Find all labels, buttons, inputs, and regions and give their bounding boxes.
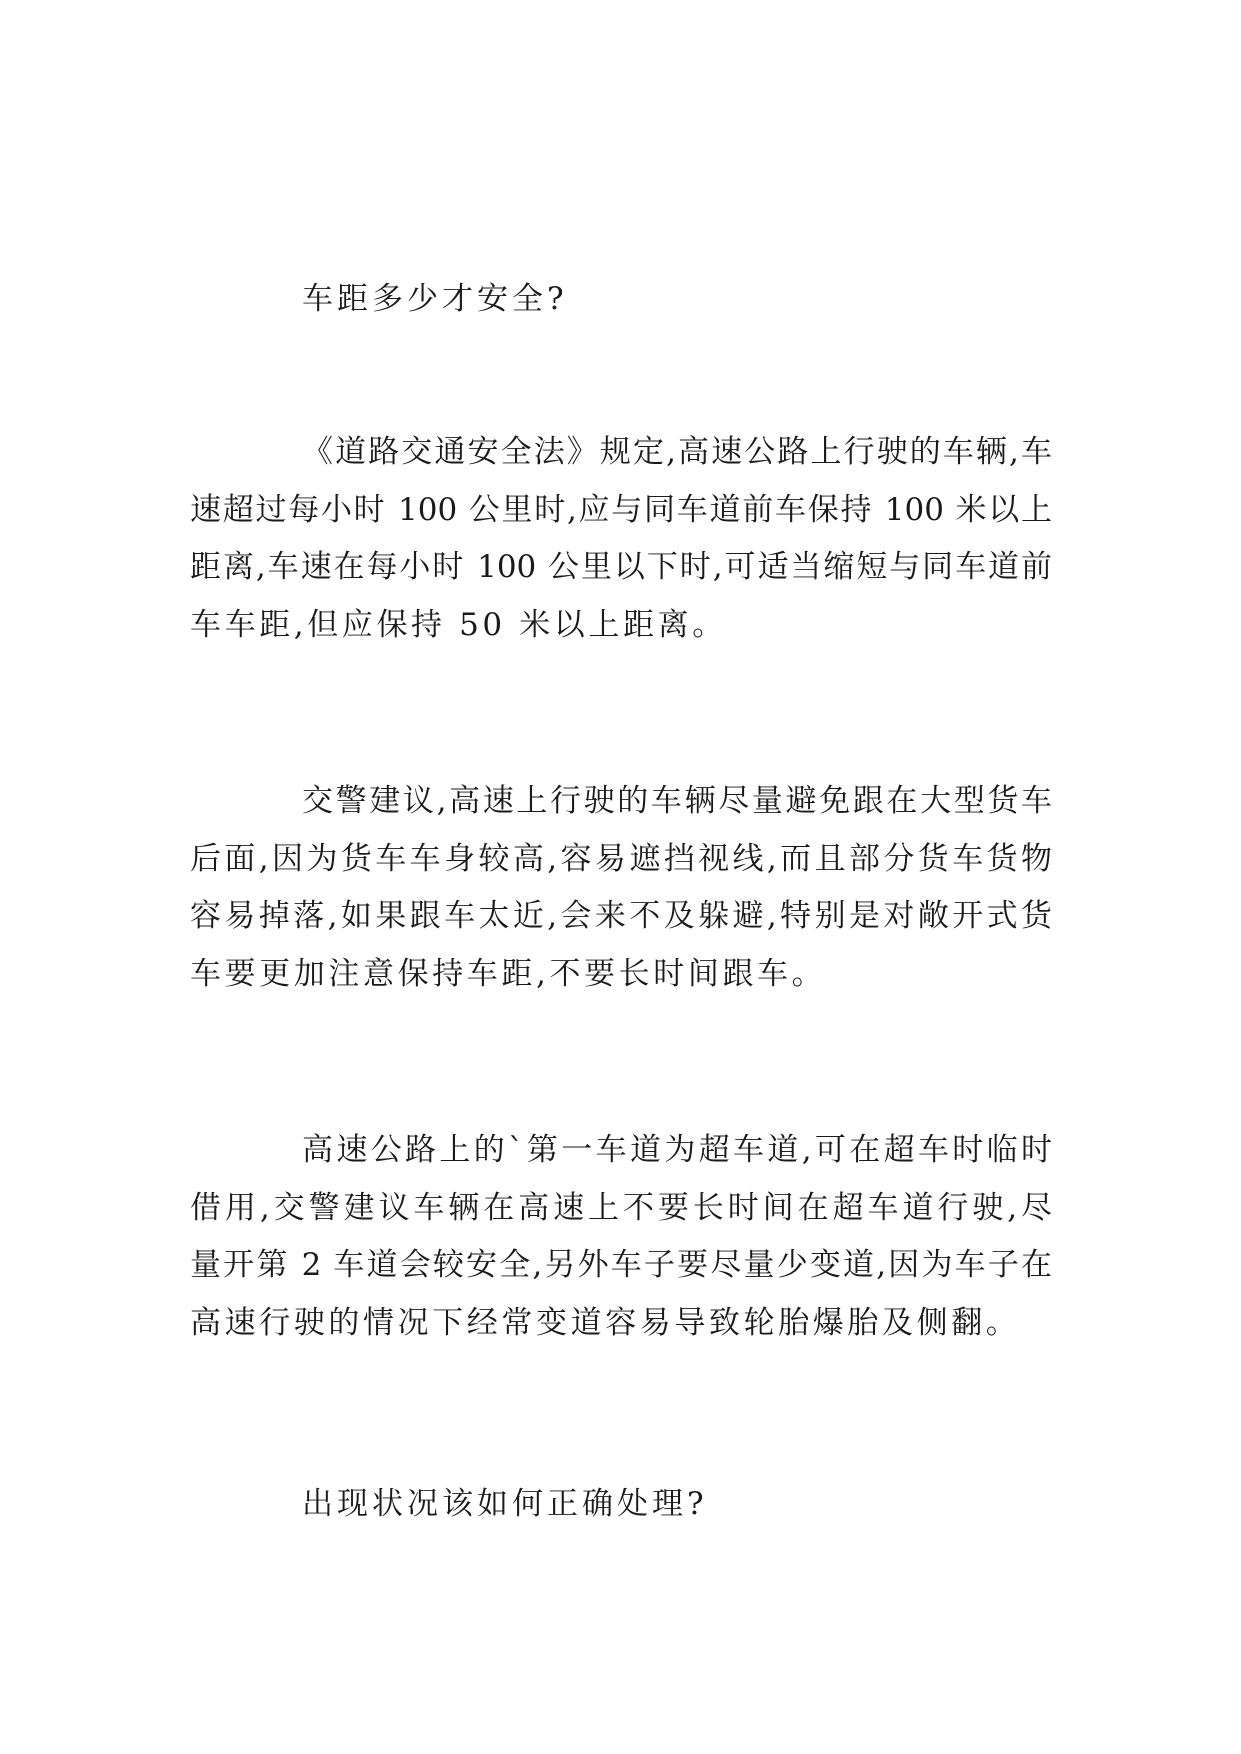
section-heading-handling-situations: 出现状况该如何正确处理?: [302, 1486, 708, 1522]
paragraph-police-advice-trucks: [190, 773, 1052, 1003]
paragraph-line: 后面,因为货车车身较高,容易遮挡视线,而且部分货车货物: [190, 840, 1052, 877]
paragraph-overtaking-lane: [190, 1122, 1052, 1352]
paragraph-line: 交警建议,高速上行驶的车辆尽量避免跟在大型货车: [302, 783, 1052, 819]
paragraph-line: 距离,车速在每小时 100 公里以下时,可适当缩短与同车道前: [190, 549, 1052, 585]
paragraph-line: 《道路交通安全法》规定,高速公路上行驶的车辆,车: [302, 434, 1052, 470]
paragraph-law-regulation: [190, 424, 1052, 654]
paragraph-line: 车要更加注意保持车距,不要长时间跟车。: [190, 955, 827, 992]
paragraph-line: 借用,交警建议车辆在高速上不要长时间在超车道行驶,尽: [190, 1189, 1052, 1226]
paragraph-line: 容易掉落,如果跟车太近,会来不及躲避,特别是对敞开式货: [190, 898, 1052, 934]
paragraph-line: 高速行驶的情况下经常变道容易导致轮胎爆胎及侧翻。: [190, 1304, 1021, 1341]
section-heading-safe-distance: 车距多少才安全?: [302, 281, 568, 317]
paragraph-line: 车车距,但应保持 50 米以上距离。: [190, 606, 727, 643]
paragraph-line: 量开第 2 车道会较安全,另外车子要尽量少变道,因为车子在: [190, 1247, 1052, 1283]
paragraph-line: 速超过每小时 100 公里时,应与同车道前车保持 100 米以上: [190, 491, 1052, 528]
paragraph-line: 高速公路上的`第一车道为超车道,可在超车时临时: [302, 1132, 1052, 1168]
